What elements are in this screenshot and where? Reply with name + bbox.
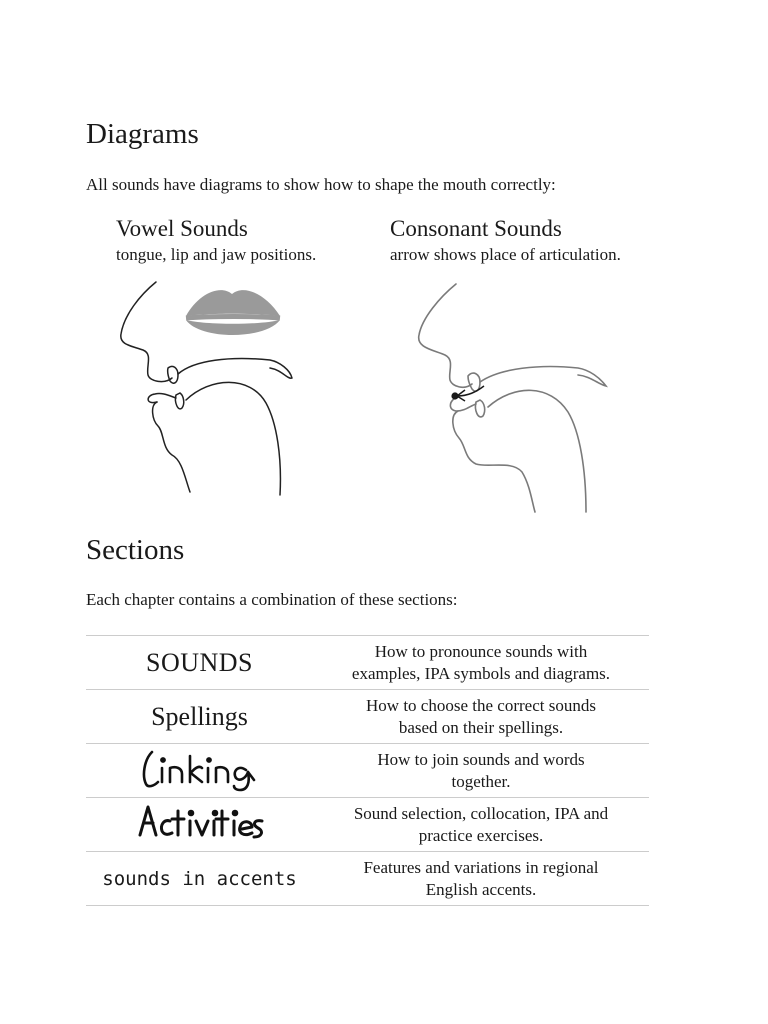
vowel-mouth-diagram [110,280,310,505]
table-row [86,636,649,690]
section-name-cell [86,744,313,798]
table-row [86,690,649,744]
linking-handwritten-logo [138,746,262,790]
section-desc-cell [313,690,649,744]
consonant-sounds-subtitle: arrow shows place of articulation. [390,245,621,264]
section-desc-cell [313,852,649,906]
section-desc-line: together. [451,771,511,791]
section-desc-line: based on their spellings. [398,717,564,737]
table-row [86,744,649,798]
vowel-sounds-subtitle: tongue, lip and jaw positions. [116,245,317,264]
vowel-sounds-title: Vowel Sounds [116,216,248,241]
consonant-sounds-title: Consonant Sounds [390,216,562,241]
section-desc-line: Sound selection, collocation, IPA and [353,803,609,823]
section-desc-cell [313,744,649,798]
diagrams-intro: All sounds have diagrams to show how to shape the mouth correctly: [86,175,556,194]
section-desc-line: How to join sounds and words [377,749,585,769]
section-desc-line: practice exercises. [418,825,544,845]
consonant-mouth-diagram [410,280,620,520]
section-spellings-label: Spellings [151,701,248,731]
section-desc-line: How to choose the correct sounds [366,695,596,715]
table-row [86,798,649,852]
section-sounds-label: SOUNDS [145,647,254,677]
section-name-cell [86,852,313,906]
diagrams-heading: Diagrams [86,118,199,150]
section-desc-line: How to pronounce sounds with [374,641,588,661]
table-row [86,852,649,906]
section-desc-cell [313,636,649,690]
sections-intro: Each chapter contains a combination of these sections: [86,590,458,609]
section-desc-cell [313,798,649,852]
mouth-profile [419,284,606,512]
section-name-cell [86,690,313,744]
section-desc-line: examples, IPA symbols and diagrams. [351,663,611,683]
activities-handwritten-logo [136,801,264,843]
lips-icon [186,290,280,335]
section-accents-label: sounds in accents [102,867,297,890]
section-desc-line: English accents. [425,879,537,899]
sections-table [86,635,649,906]
section-desc-line: Features and variations in regional [363,857,599,877]
section-name-cell [86,798,313,852]
sections-heading: Sections [86,534,185,566]
section-name-cell [86,636,313,690]
